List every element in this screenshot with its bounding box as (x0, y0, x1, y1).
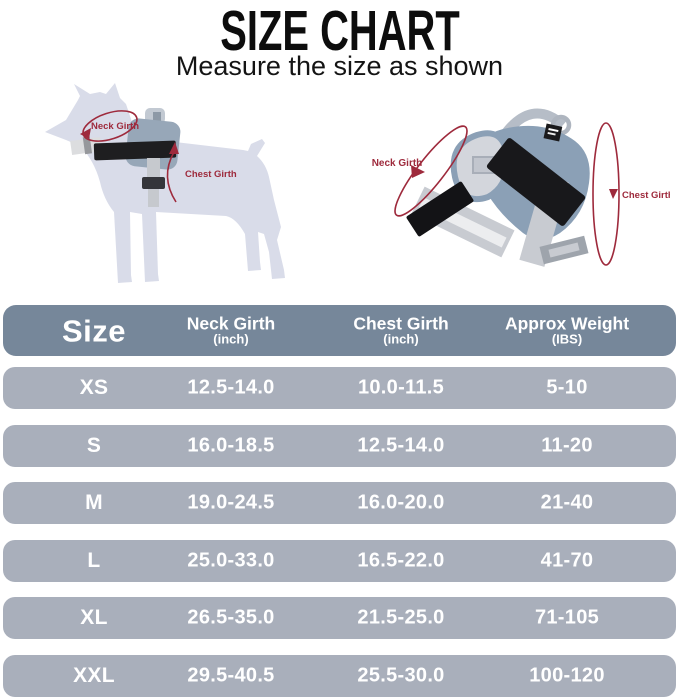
neck-girth-value: 16.0-18.5 (187, 434, 275, 456)
table-row-xxl (3, 655, 676, 697)
column-header-size-label: Size (61, 312, 127, 348)
chest-girth-label-right: Chest Girth (622, 190, 670, 201)
page-title: SIZE CHART (219, 0, 460, 63)
chest-girth-value: 16.5-22.0 (357, 549, 445, 571)
size-value: XS (79, 376, 109, 399)
column-header-chest-unit: (inch) (383, 331, 419, 347)
weight-value: 71-105 (534, 606, 600, 629)
dog-with-harness-image (8, 82, 343, 300)
weight-value: 11-20 (541, 434, 593, 456)
table-row-xs (3, 367, 676, 409)
table-row-l (3, 540, 676, 582)
size-value: S (86, 433, 102, 457)
size-value: XL (80, 606, 108, 629)
size-value: XXL (73, 663, 115, 687)
harness-illustration (355, 85, 670, 295)
chest-girth-value: 10.0-11.5 (357, 376, 445, 399)
weight-value: 21-40 (540, 491, 594, 514)
chest-girth-value: 12.5-14.0 (357, 434, 445, 456)
column-header-chest-girth (353, 314, 448, 347)
column-header-weight (505, 314, 629, 347)
table-header-row (3, 305, 676, 356)
column-header-weight-label: Approx Weight (504, 313, 630, 334)
column-header-neck-girth (187, 314, 276, 347)
weight-value: 100-120 (529, 664, 605, 686)
neck-girth-value: 12.5-14.0 (187, 376, 275, 399)
neck-girth-value: 29.5-40.5 (187, 664, 275, 686)
column-header-weight-unit: (IBS) (551, 331, 583, 347)
column-header-size (62, 314, 126, 347)
table-body (3, 367, 676, 697)
weight-value: 5-10 (546, 376, 588, 399)
harness-image (355, 85, 670, 295)
column-header-chest-label: Chest Girth (353, 313, 449, 334)
size-table (3, 305, 676, 697)
weight-value: 41-70 (540, 549, 594, 571)
chest-girth-value: 25.5-30.0 (357, 664, 445, 686)
neck-girth-value: 19.0-24.5 (187, 491, 275, 514)
chest-arrowhead-right-icon (609, 189, 618, 199)
table-row-s (3, 425, 676, 467)
page-subtitle: Measure the size as shown (175, 51, 504, 81)
table-row-xl (3, 597, 676, 639)
size-value: M (85, 491, 103, 514)
column-header-neck-unit: (inch) (213, 331, 249, 347)
table-row-m (3, 482, 676, 524)
neck-girth-label-left: Neck Girth (90, 121, 140, 132)
neck-girth-value: 25.0-33.0 (187, 549, 275, 571)
chest-girth-value: 21.5-25.0 (357, 606, 445, 629)
neck-girth-label-right: Neck Girth (371, 158, 423, 169)
neck-girth-value: 26.5-35.0 (187, 606, 275, 629)
dog-illustration (8, 82, 343, 300)
chest-girth-label-left: Chest Girth (185, 169, 237, 180)
column-header-neck-label: Neck Girth (186, 313, 276, 334)
chest-girth-value: 16.0-20.0 (357, 491, 445, 514)
size-value: L (87, 548, 101, 572)
